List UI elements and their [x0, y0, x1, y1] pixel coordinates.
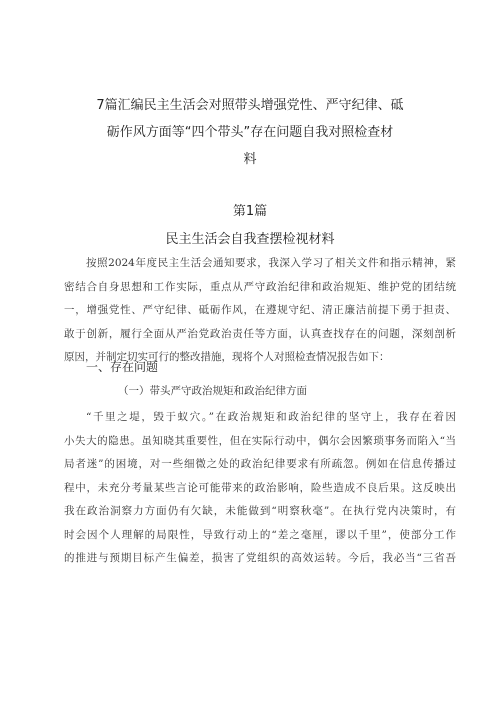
paragraph-line: 的推进与预期目标产生偏差，损害了党组织的高效运转。今后，我必当“三省吾	[64, 552, 456, 564]
paragraph-line: 时会因个人理解的局限性，导致行动上的“差之毫厘，谬以千里”，使部分工作	[64, 528, 456, 541]
part-label: 第1篇	[232, 204, 268, 219]
paragraph-line: “千里之堤，毁于蚁穴。”在政治规矩和政治纪律的坚守上，我存在着因	[86, 411, 456, 423]
paragraph-line: 小失大的隐患。虽知晓其重要性，但在实际行动中，偶尔会因繁琐事务而陷入“当	[64, 434, 456, 447]
paragraph-line: 一，增强党性、严守纪律、砥砺作风，在遵规守纪、清正廉洁前提下勇于担责、	[64, 304, 456, 316]
body-paragraph	[64, 406, 456, 571]
paragraph-line: 程中，未充分考量某些言论可能带来的政治影响，险些造成不良后果。这反映出	[64, 481, 456, 494]
paragraph-line: 原因，并制定切实可行的整改措施，现将个人对照检查情况报告如下：	[64, 351, 390, 363]
document-title	[70, 92, 430, 173]
paragraph-line: 我在政治洞察力方面仍有欠缺，未能做到“明察秋毫”。在执行党内决策时，有	[64, 505, 456, 517]
subsection-heading: （一）带头严守政治规矩和政治纪律方面	[118, 385, 307, 397]
title-line: 砺作风方面等“四个带头”存在问题自我对照检查材	[106, 125, 394, 140]
document-subtitle: 民主生活会自我查摆检视材料	[165, 232, 335, 247]
section-heading: 一、存在问题	[86, 360, 159, 374]
paragraph-line: 按照2024年度民主生活会通知要求，我深入学习了相关文件和指示精神，紧	[86, 257, 456, 269]
intro-paragraph	[64, 252, 456, 370]
paragraph-line: 敢于创新，履行全面从严治党政治责任等方面，认真查找存在的问题，深刻剖析	[64, 327, 456, 340]
paragraph-line: 局者迷”的困境，对一些细微之处的政治纪律要求有所疏忽。例如在信息传播过	[64, 458, 456, 470]
title-line: 7篇汇编民主生活会对照带头增强党性、严守纪律、砥	[96, 98, 404, 113]
title-line: 料	[243, 152, 257, 167]
paragraph-line: 密结合自身思想和工作实际，重点从严守政治纪律和政治规矩、维护党的团结统	[64, 280, 456, 293]
